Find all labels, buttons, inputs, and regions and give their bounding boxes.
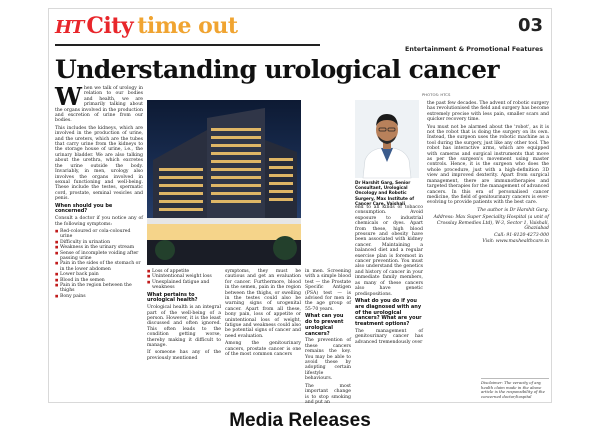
article-column-3 bbox=[225, 269, 301, 401]
paragraph: The prevention of these cancers remains the key. You may be able to avoid these by adopting certain lifestyle behaviours. bbox=[305, 338, 351, 382]
list-item: ■ Red-coloured or cola-coloured urine bbox=[55, 229, 143, 240]
paragraph: If someone has any of the previously mentioned bbox=[147, 350, 221, 361]
paragraph: Among the genitourinary cancers, prostate cancer is one of the most common cancers bbox=[225, 341, 301, 358]
ht-logo: HT bbox=[55, 17, 84, 38]
article-column-2 bbox=[147, 269, 221, 401]
list-item: ■ Unintentional weight loss bbox=[147, 274, 221, 279]
doctor-caption: Dr Harshit Garg, Senior Consultant, Urological Oncology and Robotic Surgery, Max Institute of Cancer Care, Vaishali bbox=[355, 180, 415, 206]
subheading: What can you do to prevent urological cancers? bbox=[305, 313, 344, 337]
article-column-5 bbox=[355, 205, 423, 401]
paragraph: This includes the kidneys, which are involved in the production of urine, and the ureters, which are the tubes that carry urine from the kidneys to the storage house of urine, i.e., the urinary bladder. We are also talking about the urethra, which excretes the urine outside the body. Invariably, in men, urology also involves the organs involved in sexual functioning and well-being. These include the testes, spermatic cord, prostate, seminal vesicles and penis. bbox=[55, 125, 143, 202]
paragraph: in men. Screening with a simple blood test — the Prostate Specific Antigen (PSA) test — is advised for men in the age group of 55-70 years. bbox=[305, 269, 351, 312]
paragraph: The most important change is to stop smoking and put an bbox=[305, 383, 351, 405]
list-item: ■ Weakness in the urinary stream bbox=[55, 245, 143, 250]
page-number: 03 bbox=[517, 15, 543, 36]
disclaimer: Disclaimer: The veracity of any health claim made in the above article is the responsibility of the concerned doctor/hospital bbox=[481, 378, 549, 399]
subheading: What pertains to urological health? bbox=[147, 291, 198, 304]
doctor-portrait bbox=[355, 100, 419, 178]
hospital-building-illustration bbox=[147, 100, 301, 265]
website-line: Visit: www.maxhealthcare.in bbox=[482, 238, 549, 244]
paragraph: You must not be alarmed about the 'robot', as it is not the robot that is doing the surgery on its own. Instead, the surgeon uses the robotic machine as a tool during the surgery, just like any other tool. The robot has interactive arms, which are equipped with cameras and surgical instruments that move as per the surgeon's movement using master controls. Hence, it is the surgeon who does the whole procedure, just with a high-definition 3D view and improved dexterity. Apart from surgical management, there are immunotherapies and targeted therapies for the management of advanced cancers. In this era of personalised cancer medicine, the field of genitourinary cancers is ever-evolving to provide patients with the best care. bbox=[427, 124, 549, 206]
list-item: ■ Difficulty in urination bbox=[55, 240, 143, 245]
list-item: ■ Pain in the region between the thighs bbox=[55, 283, 143, 294]
section-label: Entertainment & Promotional Features bbox=[405, 46, 543, 53]
list-item: ■ Loss of appetite bbox=[147, 269, 221, 274]
paragraph: Urological health is an integral part of the well-being of a person. However, it is the least discussed and often ignored. This often leads to the condition getting worse, thereby making it difficult to manage. bbox=[147, 305, 221, 349]
symptom-list bbox=[55, 229, 143, 299]
paragraph: Consult a doctor if you notice any of the following symptoms: bbox=[55, 216, 143, 227]
headline: Understanding urological cancer bbox=[55, 55, 499, 84]
paragraph: The management of genitourinary cancer has advanced tremendously over bbox=[355, 328, 423, 345]
subheading: What do you do if you are diagnosed with any of the urological cancers? What are your treatment options? bbox=[355, 297, 422, 328]
article-column-1 bbox=[55, 82, 143, 398]
masthead bbox=[55, 13, 238, 41]
article-column-6 bbox=[427, 101, 549, 375]
symptom-list-continued bbox=[147, 269, 221, 291]
drop-cap: W bbox=[55, 82, 82, 111]
paragraph: the past few decades. The advent of robotic surgery has revolutionised the field and surgery has become extremely precise with less pain, smaller scars and quicker recovery time. bbox=[427, 101, 549, 123]
intro-paragraph: When we talk of urology in relation to our bodies and health, we are primarily talking about the organs involved in the production and excretion of urine from our bodies. bbox=[55, 82, 143, 124]
call-line: Call: 91-8120-4273-000 bbox=[494, 233, 549, 239]
hospital-building-photo bbox=[147, 100, 301, 265]
paragraph: symptoms, they must be cautious and get an evaluation for cancer. Furthermore, blood in the semen, pain in the region between the thighs, or swelling in the testes could also be warning signs of urogenital cancer. Apart from all these, bony pain, loss of appetite or unintentional loss of weight, fatigue and weakness could also be potential signs of cancer and need evaluation. bbox=[225, 269, 301, 339]
list-item: ■ Bony pains bbox=[55, 294, 143, 299]
address-line: Address: Max Super Speciality Hospital (a unit of Crosslay Remedies Ltd), W-3, Sector 1, Vaishali, Ghaziabad bbox=[433, 215, 549, 231]
article-column-4 bbox=[305, 269, 351, 405]
photo-credit: PHOTOS: HTCS bbox=[422, 92, 451, 97]
list-item: ■ Blood in the semen bbox=[55, 278, 143, 283]
list-item: ■ Pain in the sides of the stomach or in the lower abdomen bbox=[55, 261, 143, 272]
newspaper-clipping bbox=[48, 8, 552, 403]
list-item: ■ Lower back pain bbox=[55, 272, 143, 277]
media-releases-caption: Media Releases bbox=[229, 410, 371, 431]
list-item: ■ Sense of incomplete voiding after passing urine bbox=[55, 251, 143, 262]
list-item: ■ Unexplained fatigue and weakness bbox=[147, 280, 221, 291]
masthead-rule bbox=[55, 44, 320, 46]
doctor-photo bbox=[355, 100, 419, 178]
masthead-timeout: time out bbox=[137, 13, 238, 39]
subheading: When should you be concerned? bbox=[55, 202, 113, 215]
author-line: The author is Dr Harshit Garg. bbox=[477, 207, 549, 213]
paragraph: end to all kinds of tobacco consumption. Avoid exposure to industrial chemicals or dyes. Apart from these, high blood pressure and obesity have been associated with kidney cancer. Maintaining a balanced diet and a regular exercise plan is foremost in cancer prevention. You must also understand the genetics and history of cancer in your immediate family members, as many of these cancers also have genetic predispositions. bbox=[355, 205, 423, 297]
masthead-city: City bbox=[86, 13, 134, 39]
